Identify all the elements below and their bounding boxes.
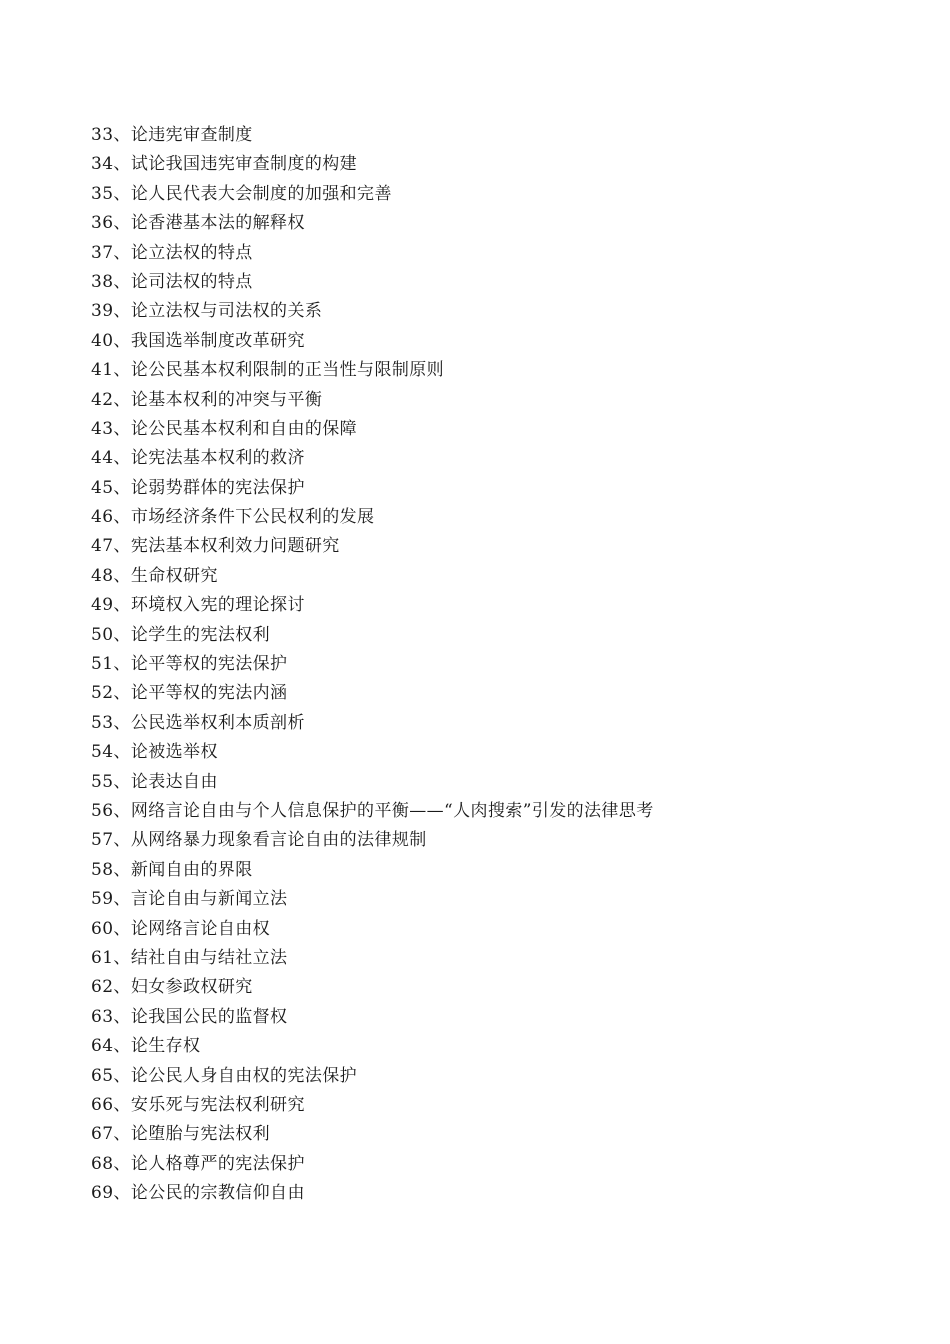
topic-number: 52、 (91, 683, 131, 704)
topic-number: 63、 (91, 1006, 131, 1027)
topic-number: 34、 (91, 154, 131, 175)
list-item (91, 1120, 911, 1149)
topic-number: 65、 (91, 1065, 131, 1086)
list-item (91, 150, 911, 179)
topic-title: 试论我国违宪审查制度的构建 (130, 154, 358, 175)
list-item (91, 121, 911, 150)
topic-title: 论违宪审查制度 (130, 125, 253, 145)
topic-number: 39、 (91, 301, 131, 322)
list-item (91, 973, 911, 1002)
topic-number: 41、 (91, 360, 131, 381)
topic-number: 53、 (91, 712, 131, 733)
topic-number: 69、 (91, 1183, 131, 1204)
topic-number: 68、 (91, 1153, 131, 1174)
topic-number: 43、 (91, 418, 131, 439)
topic-number: 33、 (91, 125, 131, 145)
topic-title: 论立法权与司法权的关系 (130, 301, 323, 322)
list-item (91, 562, 911, 591)
topic-number: 62、 (91, 977, 131, 998)
topic-title: 论公民基本权利和自由的保障 (130, 418, 358, 439)
topic-title: 论平等权的宪法内涵 (130, 683, 288, 704)
list-item (91, 1150, 911, 1179)
topic-title: 论公民人身自由权的宪法保护 (130, 1065, 358, 1086)
list-item (91, 856, 911, 885)
topic-number: 50、 (91, 624, 131, 645)
topic-title: 新闻自由的界限 (130, 859, 253, 880)
topic-number: 42、 (91, 389, 131, 410)
list-item (91, 797, 911, 826)
list-item (91, 826, 911, 855)
list-item (91, 444, 911, 473)
topic-number: 55、 (91, 771, 131, 792)
topic-number: 66、 (91, 1094, 131, 1115)
topic-title: 论人民代表大会制度的加强和完善 (130, 183, 392, 204)
topic-number: 56、 (91, 800, 131, 821)
list-item (91, 738, 911, 767)
topic-number: 40、 (91, 330, 131, 351)
list-item (91, 503, 911, 532)
topic-title: 论生存权 (130, 1036, 201, 1057)
topic-number: 60、 (91, 918, 131, 939)
list-item (91, 532, 911, 561)
topic-title: 网络言论自由与个人信息保护的平衡——“人肉搜索”引发的法律思考 (130, 800, 654, 821)
topic-number: 48、 (91, 565, 131, 586)
list-item (91, 1091, 911, 1120)
topic-title: 安乐死与宪法权利研究 (130, 1094, 305, 1115)
topic-number: 44、 (91, 448, 131, 469)
list-item (91, 180, 911, 209)
topic-number: 49、 (91, 595, 131, 616)
topic-title: 论公民基本权利限制的正当性与限制原则 (130, 360, 445, 381)
topic-title: 从网络暴力现象看言论自由的法律规制 (130, 830, 427, 851)
topic-number: 45、 (91, 477, 131, 498)
topic-number: 57、 (91, 830, 131, 851)
list-item (91, 327, 911, 356)
list-item (91, 1062, 911, 1091)
list-item (91, 768, 911, 797)
list-item (91, 915, 911, 944)
topic-title: 论基本权利的冲突与平衡 (130, 389, 323, 410)
topic-number: 58、 (91, 859, 131, 880)
list-item (91, 474, 911, 503)
list-item (91, 679, 911, 708)
topic-number: 46、 (91, 507, 131, 528)
topic-number: 59、 (91, 889, 131, 910)
list-item (91, 944, 911, 973)
topic-title: 论网络言论自由权 (130, 918, 271, 939)
topic-title: 论学生的宪法权利 (130, 624, 271, 645)
topic-number: 64、 (91, 1036, 131, 1057)
list-item (91, 386, 911, 415)
topic-title: 宪法基本权利效力问题研究 (130, 536, 340, 557)
list-item (91, 1179, 911, 1208)
list-item (91, 1032, 911, 1061)
list-item (91, 650, 911, 679)
topic-number: 47、 (91, 536, 131, 557)
topic-title: 言论自由与新闻立法 (130, 889, 288, 910)
topic-title: 市场经济条件下公民权利的发展 (130, 507, 375, 528)
topic-number: 38、 (91, 271, 131, 292)
list-item (91, 415, 911, 444)
topic-title: 论人格尊严的宪法保护 (130, 1153, 305, 1174)
list-item (91, 1003, 911, 1032)
topic-title: 生命权研究 (130, 565, 218, 586)
topic-title: 论平等权的宪法保护 (130, 654, 288, 675)
list-item (91, 621, 911, 650)
topic-title: 论司法权的特点 (130, 271, 253, 292)
topic-title: 结社自由与结社立法 (130, 947, 288, 968)
list-item (91, 591, 911, 620)
list-item (91, 268, 911, 297)
topic-title: 论宪法基本权利的救济 (130, 448, 305, 469)
topic-number: 35、 (91, 183, 131, 204)
topic-number: 51、 (91, 654, 131, 675)
topic-title: 我国选举制度改革研究 (130, 330, 305, 351)
topic-number: 54、 (91, 742, 131, 763)
list-item (91, 297, 911, 326)
topic-number: 37、 (91, 242, 131, 263)
topic-title: 论被选举权 (130, 742, 218, 763)
list-item (91, 209, 911, 238)
list-item (91, 709, 911, 738)
list-item (91, 356, 911, 385)
topic-number: 36、 (91, 213, 131, 234)
topic-title: 论立法权的特点 (130, 242, 253, 263)
topic-title: 论表达自由 (130, 771, 218, 792)
list-item (91, 239, 911, 268)
topic-title: 论我国公民的监督权 (130, 1006, 288, 1027)
topic-number: 67、 (91, 1124, 131, 1145)
topic-title: 论公民的宗教信仰自由 (130, 1183, 305, 1204)
topic-number: 61、 (91, 947, 131, 968)
topic-title: 公民选举权利本质剖析 (130, 712, 305, 733)
topic-list (91, 121, 911, 1208)
topic-title: 论香港基本法的解释权 (130, 213, 305, 234)
topic-title: 妇女参政权研究 (130, 977, 253, 998)
topic-title: 论弱势群体的宪法保护 (130, 477, 305, 498)
topic-title: 环境权入宪的理论探讨 (130, 595, 305, 616)
topic-title: 论堕胎与宪法权利 (130, 1124, 271, 1145)
list-item (91, 885, 911, 914)
